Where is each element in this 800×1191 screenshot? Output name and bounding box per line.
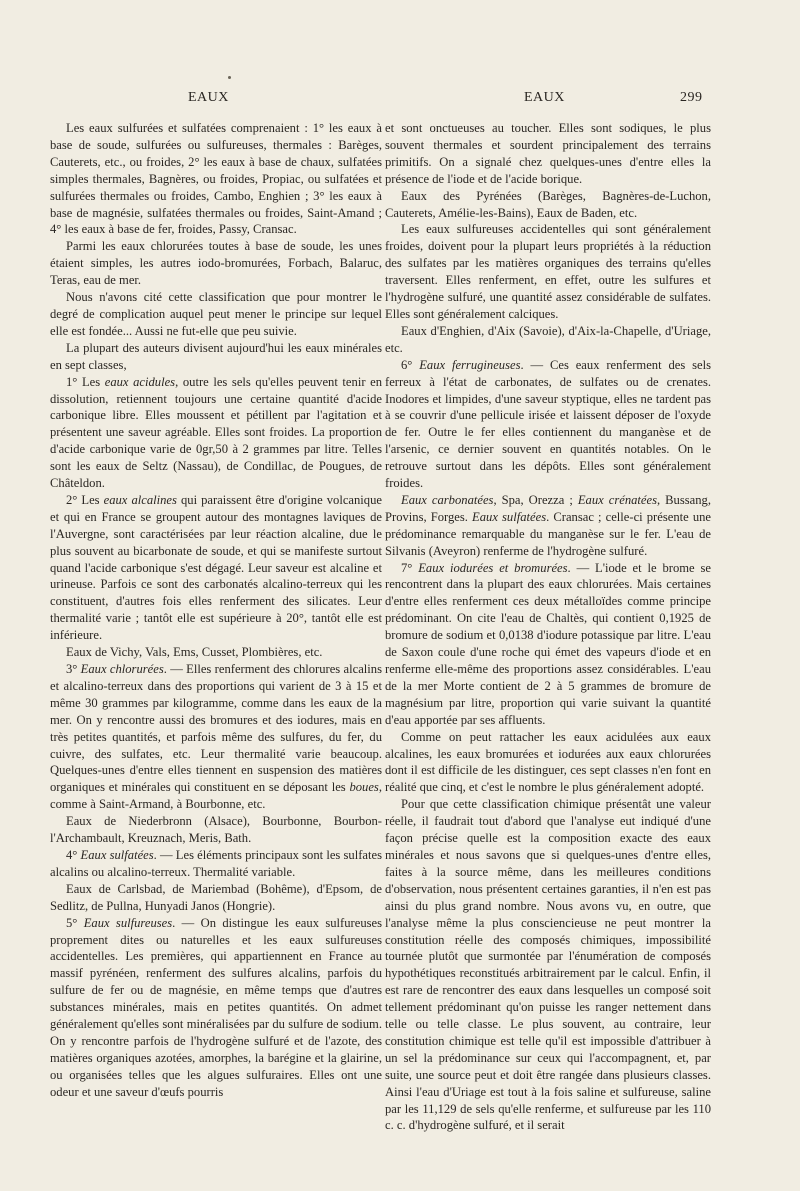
text-run: Comme on peut rattacher les eaux acidulées aux eaux alcalines, les eaux bromurées et iodurées aux eaux chlorurées dont il est difficile de les distinguer, ces sept classes n'en font en réalité que cinq, et c'est le nombre le plus généralement adopté. xyxy=(385,729,711,795)
paragraph xyxy=(385,323,711,357)
italic-term: Eaux iodurées et bromurées xyxy=(418,560,568,575)
text-run: , outre les sels qu'elles peuvent tenir en dissolution, retiennent toujours une certaine quantité d'acide carbonique libre. Elles moussent et pétillent par l'agitation et présentent une saveur agréable. Elles sont froides. La proportion d'acide carbonique varie de 0gr,50 à 2 grammes par litre. Telles sont les eaux de Seltz (Nassau), de Condillac, de Pougues, de Châteldon. xyxy=(50,374,383,491)
paragraph xyxy=(50,813,382,847)
italic-term: Eaux sulfatées xyxy=(472,509,547,524)
text-run: , Bussang, Provins, Forges. xyxy=(385,492,711,524)
paragraph xyxy=(50,644,382,661)
text-run: Les eaux sulfureuses accidentelles qui sont généralement froides, doivent pour la plupart leurs propriétés à la réduction des sulfates par les matières organiques des terrains qu'elles traversent. Elles renferment, en effet, outre les sulfures et l'hydrogène sulfuré, une quantité assez considérable de sulfates. Elles sont généralement calciques. xyxy=(385,222,711,321)
text-run: 2° Les xyxy=(66,492,104,507)
text-run: qui paraissent être d'origine volcanique et qui en France se groupent autour des montagnes laviques de l'Auvergne, sont caractérisées par leur réaction alcaline, due le plus souvent au bicarbonate de soude, et qui se manifeste surtout quand l'acide carbonique s'est dégagé. Leur saveur est alcaline et urineuse. Parfois ce sont des carbonatés alcalino-terreux qui les constituent, d'autres fois elles renferment des silicates. Leur thermalité varie ; tantôt elle est supérieure à 20°, tantôt elle est inférieure. xyxy=(50,492,382,643)
text-run: Eaux de Niederbronn (Alsace), Bourbonne, Bourbon-l'Archambault, Kreuznach, Meris, Bath. xyxy=(50,814,382,846)
paragraph xyxy=(385,560,711,729)
text-run: Pour que cette classification chimique présentât une valeur réelle, il faudrait tout d'abord que l'analyse eut indiqué d'une façon précise quelle est la composition exacte des eaux minérales et nous savons que si quelques-unes d'entre elles, faites à la source même, dans les meilleures conditions d'observation, nous présentent certaines garanties, il n'en est pas ainsi du plus grand nombre. Nous avons vu, en outre, que l'analyse même la plus consciencieuse ne peut montrer la constitution réelle des composés chimiques, impossibilité tournée plutôt que surmontée par l'énumération de composés hypothétiques reconstitués arbitrairement par le calcul. Enfin, il est rare de rencontrer des eaux dans lesquelles un composé soit tellement prédominant qu'on puisse les ranger nettement dans telle ou telle classe. Le plus souvent, au contraire, leur constitution chimique est telle qu'il est impossible d'attribuer à un sel la prédominance sur ceux qui l'accompagnent, et, par suite, une source peut et doit être rangée dans plusieurs classes. Ainsi l'eau d'Uriage est tout à la fois saline et sulfureuse, saline par les 11,129 de sels qu'elle renferme, et sulfureuse par les 110 c. c. d'hydrogène sulfuré, et il serait xyxy=(385,797,711,1133)
running-header xyxy=(0,90,800,110)
paragraph xyxy=(50,289,382,340)
paragraph xyxy=(50,847,382,881)
text-run: La plupart des auteurs divisent aujourd'hui les eaux minérales en sept classes, xyxy=(50,340,382,372)
paragraph xyxy=(385,120,711,188)
italic-term: Eaux crénatées xyxy=(577,492,657,507)
text-run: , Spa, Orezza ; xyxy=(493,492,578,507)
paragraph xyxy=(50,881,382,915)
text-run: Nous n'avons cité cette classification que pour montrer le degré de complication auquel peut mener le principe sur lequel elle est fondée... Aussi ne fut-elle que peu suivie. xyxy=(50,290,382,338)
italic-term: Eaux sulfureuses xyxy=(83,915,173,930)
header-right-title: EAUX xyxy=(524,90,565,105)
text-run: et sont onctueuses au toucher. Elles sont sodiques, le plus souvent thermales et sourdent principalement des terrains primitifs. On a signalé chez quelques-unes d'entre elles la présence de l'iode et de l'acide borique. xyxy=(385,121,711,186)
paragraph xyxy=(50,915,382,1101)
text-run: . — Ces eaux renferment des sels ferreux à l'état de carbonates, de sulfates ou de crenates. Inodores et limpides, d'une saveur styptique, elles ne tardent pas à se couvrir d'une pellicule irisée et laissent déposer de l'oxyde de fer. Outre le fer elles contiennent du manganèse et de l'arsenic, ce dernier souvent en quantités notables. On le retrouve surtout dans les dépôts. Elles sont généralement froides. xyxy=(385,357,711,491)
paragraph xyxy=(385,357,711,492)
text-run: 5° xyxy=(66,915,84,930)
text-run: . — Les éléments principaux sont les sulfates alcalins ou alcalino-terreux. Thermalité variable. xyxy=(50,847,382,879)
text-run: 3° xyxy=(66,662,81,676)
text-run: . — L'iode et le brome se rencontrent dans la plupart des eaux chlorurées. Mais certaines d'entre elles renferment ces deux métalloïdes comme principe prédominant. On cite l'eau de Chaltès, qui contient 0,1925 de bromure de sodium et 0,0138 d'iodure potassique par litre. L'eau de Saxon coule d'une roche qui émet des vapeurs d'iode et en renferme elle-même des proportions assez considérables. L'eau de la mer Morte contient de 2 à 5 grammes de bromure de magnésium par litre, proportion qui varie suivant la quantité d'eau apportée par ses affluents. xyxy=(385,560,711,727)
text-run: Eaux d'Enghien, d'Aix (Savoie), d'Aix-la-Chapelle, d'Uriage, etc. xyxy=(385,323,711,355)
text-run: Eaux de Carlsbad, de Mariembad (Bohême), d'Epsom, de Sedlitz, de Pullna, Hunyadi Janos (Hongrie). xyxy=(50,881,382,913)
italic-term: boues xyxy=(349,780,379,795)
right-text-column xyxy=(385,120,711,1134)
text-run: Parmi les eaux chlorurées toutes à base de soude, les unes étaient simples, les autres iodo-bromurées, Forbach, Balaruc, Teras, eau de mer. xyxy=(50,239,382,288)
paragraph xyxy=(50,340,382,374)
text-run: Eaux de Vichy, Vals, Ems, Cusset, Plombières, etc. xyxy=(66,645,323,660)
text-run: 1° Les xyxy=(66,374,105,389)
text-run: 6° xyxy=(401,357,420,372)
italic-term: eaux acidules xyxy=(104,374,176,389)
italic-term: Eaux carbonatées xyxy=(401,492,494,507)
text-run: Les eaux sulfurées et sulfatées comprenaient : 1° les eaux à base de soude, sulfurées ou sulfureuses, thermales : Barèges, Cauterets, etc., ou froides, 2° les eaux à base de chaux, sulfatées simples thermales, Bagnères, ou froides, Propiac, ou sulfatées et sulfurées thermales ou froides, Cambo, Enghien ; 3° les eaux à base de magnésie, sulfatées thermales ou froides, Saint-Amand ; 4° les eaux à base de fer, froides, Passy, Cransac. xyxy=(50,121,382,237)
italic-term: Eaux chlorurées xyxy=(80,662,164,676)
paragraph xyxy=(50,120,382,238)
italic-term: Eaux ferrugineuses xyxy=(419,357,521,372)
text-run: , comme à Saint-Armand, à Bourbonne, etc. xyxy=(50,780,382,812)
text-run: . Cransac ; celle-ci présente une prédominance remarquable du manganèse sur le fer. L'eau de Silvanis (Aveyron) renferme de l'hydrogène sulfuré. xyxy=(385,509,712,558)
paragraph xyxy=(385,221,711,322)
paragraph xyxy=(385,492,711,560)
text-run: Eaux des Pyrénées (Barèges, Bagnères-de-Luchon, Cauterets, Amélie-les-Bains), Eaux de Baden, etc. xyxy=(385,188,711,220)
paragraph xyxy=(50,492,382,644)
ink-dot xyxy=(228,76,231,79)
text-run: . — On distingue les eaux sulfureuses proprement dites ou naturelles et les eaux sulfureuses accidentelles. Les premières, qui appartiennent en France au massif pyrénéen, renferment des sulfures alcalins, parfois du sulfure de fer ou de magnésie, en même temps que d'autres substances minérales, mais en petites quantités. On admet généralement qu'elles sont minéralisées par du sulfure de sodium. On y rencontre parfois de l'hydrogène sulfuré et de l'azote, des matières organiques azotées, amorphes, la barégine et la glairine, ou organisées telles que les algues sulfuraires. Elles ont une odeur et une saveur d'œufs pourris xyxy=(50,915,383,1099)
left-text-column xyxy=(50,120,382,1101)
paragraph xyxy=(385,729,711,797)
text-run: . — Elles renferment des chlorures alcalins et alcalino-terreux dans des proportions qui varient de 3 à 15 et même 30 grammes par kilogramme, comme dans les eaux de la mer. On y rencontre aussi des bromures et des iodures, mais en très petites quantités, et parfois même des sulfures, du fer, du cuivre, des sulfates, etc. Leur thermalité varie beaucoup. Quelques-unes d'entre elles tiennent en suspension des matières organiques et minérales qui constituent en se déposant les xyxy=(50,662,383,795)
paragraph xyxy=(385,188,711,222)
paragraph xyxy=(50,238,382,289)
paragraph xyxy=(385,796,711,1134)
page-number: 299 xyxy=(680,90,703,105)
italic-term: Eaux sulfatées xyxy=(80,847,154,862)
paragraph xyxy=(50,661,382,813)
italic-term: eaux alcalines xyxy=(103,492,177,507)
text-run: 7° xyxy=(401,560,419,575)
paragraph xyxy=(50,374,382,492)
text-run: 4° xyxy=(66,847,81,862)
header-left-title: EAUX xyxy=(188,90,229,105)
